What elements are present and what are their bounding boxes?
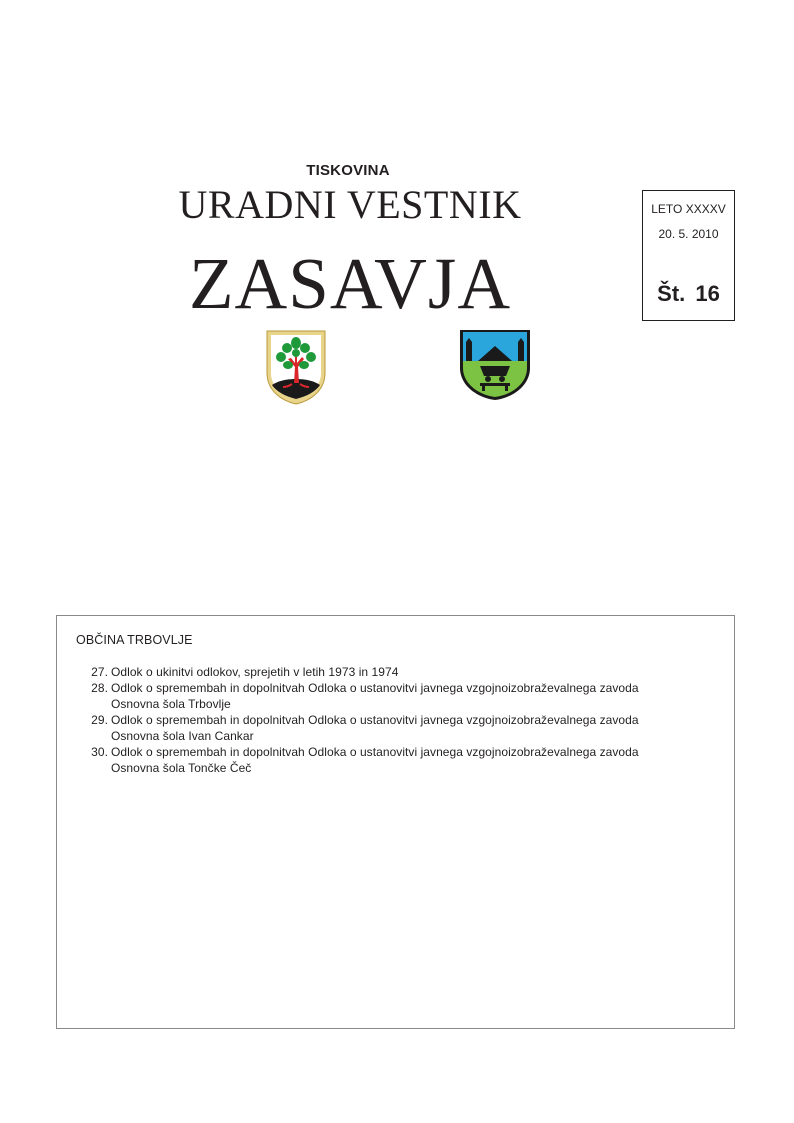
oak-tree-coat-of-arms-icon: [264, 329, 328, 405]
issue-year: LETO XXXXV: [651, 202, 726, 216]
item-number: 30.: [91, 745, 108, 759]
issue-info-box: [642, 190, 735, 321]
item-text: Odlok o spremembah in dopolnitvah Odloka o ustanovitvi javnega vzgojnoizobraževalnega zavoda: [111, 681, 639, 695]
issue-date: 20. 5. 2010: [658, 227, 719, 241]
contents-list: [77, 664, 717, 776]
issue-number: Št. 16: [657, 281, 720, 306]
item-text: Odlok o ukinitvi odlokov, sprejetih v letih 1973 in 1974: [111, 665, 399, 679]
item-text-continuation: Osnovna šola Trbovlje: [111, 697, 231, 711]
item-text: Odlok o spremembah in dopolnitvah Odloka o ustanovitvi javnega vzgojnoizobraževalnega zavoda: [111, 713, 639, 727]
publication-region-title: ZASAVJA: [188, 243, 512, 324]
item-number: 28.: [91, 681, 108, 695]
contents-item: [77, 680, 717, 712]
item-number: 27.: [91, 665, 108, 679]
publication-kicker: TISKOVINA: [306, 162, 390, 179]
contents-item: [77, 664, 717, 680]
mining-cart-coat-of-arms-icon: [458, 328, 532, 402]
item-text-continuation: Osnovna šola Tončke Čeč: [111, 761, 252, 775]
publication-title: URADNI VESTNIK: [178, 182, 522, 227]
municipality-heading: OBČINA TRBOVLJE: [76, 633, 193, 647]
contents-item: [77, 712, 717, 744]
table-of-contents: [56, 615, 735, 1029]
item-text-continuation: Osnovna šola Ivan Cankar: [111, 729, 254, 743]
contents-item: [77, 744, 717, 776]
item-number: 29.: [91, 713, 108, 727]
item-text: Odlok o spremembah in dopolnitvah Odloka o ustanovitvi javnega vzgojnoizobraževalnega zavoda: [111, 745, 639, 759]
